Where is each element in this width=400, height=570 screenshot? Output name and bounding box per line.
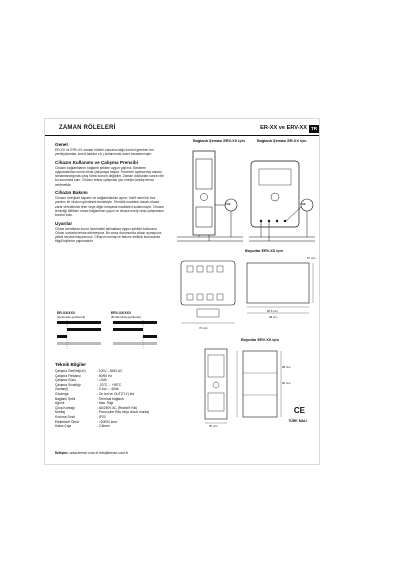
spec-row (55, 424, 173, 429)
diagram-3-title: Boyutlar ERV-XX için (245, 249, 283, 253)
spec-value: : >20000 kere (97, 419, 118, 424)
dim-height-3: 98 mm (282, 365, 291, 369)
spec-key: Çalışma Frekansı (55, 373, 81, 378)
warnings-text: Cihazı tanıdıktan sonra üzerindeki talimatlara uygun şekilde kullanınız. Cihazı sıvılarla temas ettirmeyiniz. Bir arıza durumunda cihazı açmayınız, yetkili servise başvurunuz. Cihazın montaj ve bakımı elektrik konusunda bilgili kişilerce yapılmalıdır. (55, 226, 163, 244)
spec-key: Kablo Çapı (55, 424, 72, 429)
connection-diagram-er (247, 145, 317, 245)
timing-erv-waveforms (113, 320, 157, 350)
spec-value: : Max. 90gr (97, 401, 114, 406)
model-title: ER-XX ve ERV-XX (260, 125, 307, 131)
diagram-1-title: Bağlantı Şeması ERV-XX için (193, 139, 245, 143)
datasheet-page (44, 118, 320, 465)
spec-key: Montaj (55, 410, 65, 415)
header-bar (45, 125, 320, 136)
dimensions-diagram-2 (193, 345, 283, 427)
spec-value: : <3VA (97, 378, 107, 383)
brand-label: TÜRK MALI (288, 419, 307, 423)
diagram-4-title: Boyutlar ERV-XX için (241, 338, 279, 342)
dim-height: 57 mm (307, 256, 316, 260)
contact-label: İletişim: (55, 451, 69, 455)
load-label-1: Yük (225, 202, 231, 206)
spec-key: Elektriksel Ömür (55, 419, 80, 424)
specs-table (55, 369, 173, 429)
warnings-title: Uyarılar (55, 220, 73, 226)
spec-value: : 0.1sn ... 60dk (97, 387, 119, 392)
spec-key: Bağlantı Şekli (55, 396, 76, 401)
install-title: Cihazın Kullanımı ve Çalışma Prensibi (55, 159, 138, 165)
maintenance-text: Cihazın enerjisini kapatın ve bağlantılardan ayırın. Hafif nemli bir bez yardımı ile cihazın gövdesini temizleyin. Temizlik maddesi olarak cihaza zarar verebilecek tiner veya diğer kimyasal maddeleri kullanmayın. Cihazın temizliği bittikten sonra bağlantıları yapın ve cihaza enerji verip çalışmasını kontrol edin. (55, 196, 165, 218)
dimensions-diagram-1 (177, 255, 317, 335)
spec-value: : 100V - 265V AC (97, 369, 123, 373)
spec-key: Çalışma Sıcaklığı (55, 382, 81, 387)
spec-value: : Pano içine Ray veya duvar montaj (97, 410, 149, 415)
spec-value: : On led ve OUT(TLY) led (97, 391, 135, 396)
timing-er-waveforms (57, 320, 101, 350)
diagram-2-title: Bağlantı Şeması ER-XX için (257, 139, 307, 143)
timing-er-title: ER-XX/XXV (57, 311, 76, 315)
dim-depth-2: 48 mm (269, 315, 278, 319)
spec-key: Çıkış Kontağı (55, 405, 75, 410)
dim-width-2: 35 mm (209, 424, 218, 428)
general-title: Genel (55, 142, 68, 147)
dim-height-2: 90 mm (282, 381, 291, 385)
timing-er-subtitle: (Çekmede gecikmeli) (57, 315, 86, 319)
timing-erv-subtitle: (Bırakmada gecikmeli) (111, 315, 141, 319)
dim-width: 72 mm (199, 326, 208, 330)
install-text: Cihazın bağlantılarını bağlantı şekline uygun yapınız. Besleme uygulandıktan sonra cihaz çalışmaya başlar. Önceden ayarlanmış zaman tamamlandığında çıkış rölesi konum değiştirir. Zaman dolduktan sonra röle bu konumda kalır. Cihazın tekrar çalışması için enerjisi kesilip tekrar verilmelidir. (55, 165, 164, 187)
language-badge: TR (311, 126, 317, 131)
maintenance-title: Cihazın Bakımı (55, 190, 88, 196)
spec-key: Çalışma Gerilimi(Un) (55, 369, 86, 373)
contact-text: www.tense.com.tr info@tense.com.tr (69, 451, 129, 455)
spec-key: Koruma Sınıfı (55, 414, 76, 419)
left-text-column (55, 139, 165, 244)
page-title: ZAMAN RÖLELERİ (59, 125, 116, 131)
spec-value: : Terminal bağlantı (97, 396, 124, 401)
timing-erv-title: ERV-XX/XXV (111, 311, 132, 315)
ce-mark: CE (293, 406, 305, 415)
spec-value: : 50/60 Hz (97, 373, 113, 378)
general-text: ER-XX ve ERV-XX zaman röleleri zamana bağlı kontrol gereken her yerde(alarmlar, konut,fabrika v.b.) kullanılmak üzere tasarlanmıştır. (55, 148, 155, 157)
spec-value: : -20°C ... +55°C (97, 382, 122, 387)
spec-key: Ağırlık (55, 401, 65, 406)
specs-title: Teknik Bilgiler (55, 362, 87, 367)
load-label-2: Yük (300, 202, 306, 206)
dim-depth: 66.5 mm (267, 309, 278, 313)
spec-key: Çalışma Gücü (55, 378, 76, 383)
technical-specs (55, 362, 173, 429)
spec-value: : IP20 (97, 414, 106, 419)
spec-value: : 2.5mm² (97, 424, 111, 429)
timing-diagrams (55, 320, 167, 356)
spec-value: : 5A/250V AC (Rezistif Yük) (97, 405, 138, 410)
spec-key: Zaman(t) (55, 387, 69, 392)
connection-diagram-erv (175, 145, 245, 245)
contact-footer (55, 451, 128, 455)
spec-key: Gösterge (55, 391, 69, 396)
